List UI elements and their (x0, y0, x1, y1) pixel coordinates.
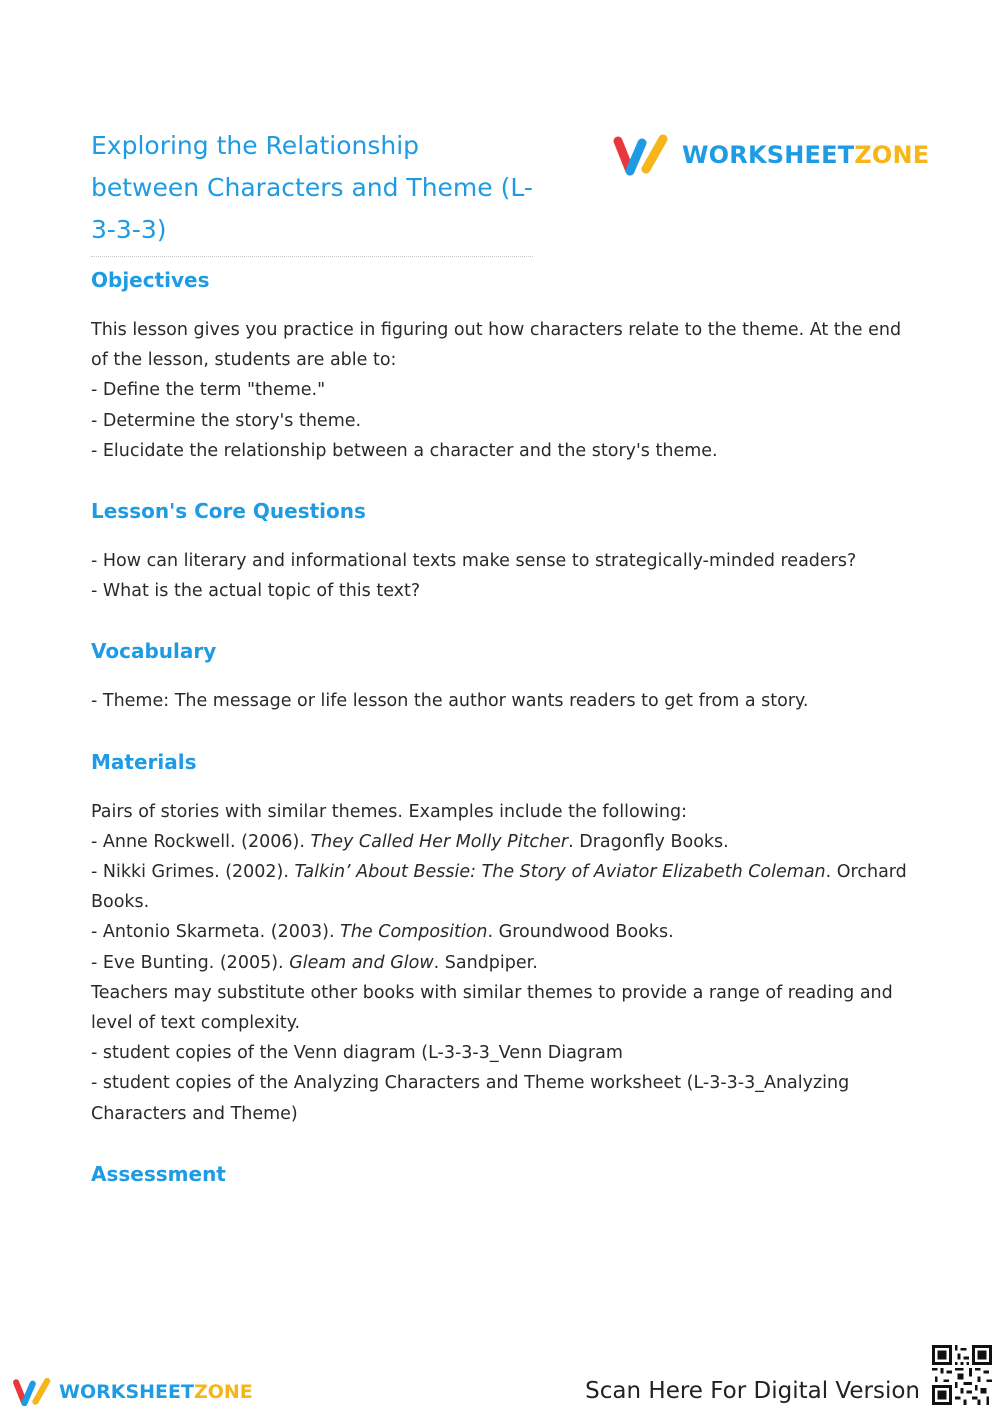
section-title-assessment: Assessment (91, 1161, 226, 1186)
footer-logo (12, 1376, 253, 1408)
scan-caption: Scan Here For Digital Version (585, 1378, 920, 1404)
worksheetzone-logo-icon (12, 1376, 52, 1408)
book-entry: - Eve Bunting. (2005). Gleam and Glow. Sandpiper. (91, 952, 538, 973)
page-title: Exploring the Relationship between Characters and Theme (L-3-3-3) (91, 125, 533, 257)
vocabulary-body (91, 686, 911, 716)
header-brand-text: WORKSHEETZONE (682, 141, 930, 169)
objectives-body (91, 315, 911, 466)
materials-body (91, 797, 911, 1129)
objectives-line: - Elucidate the relationship between a character and the story's theme. (91, 440, 718, 461)
materials-line: - student copies of the Venn diagram (L-3-3-3_Venn Diagram (91, 1043, 623, 1064)
objectives-line: - Determine the story's theme. (91, 410, 362, 431)
lesson-content (91, 262, 911, 1192)
worksheetzone-logo-icon (612, 133, 670, 177)
footer-brand-text: WORKSHEETZONE (59, 1381, 253, 1403)
section-title-materials: Materials (91, 749, 197, 774)
objectives-line: - Define the term "theme." (91, 380, 326, 401)
section-title-objectives: Objectives (91, 268, 210, 292)
book-entry: - Nikki Grimes. (2002). Talkin’ About Bessie: The Story of Aviator Elizabeth Coleman. Orchard Books. (91, 862, 907, 913)
section-title-vocabulary: Vocabulary (91, 639, 217, 664)
book-entry: - Antonio Skarmeta. (2003). The Composition. Groundwood Books. (91, 922, 674, 943)
book-entry: - Anne Rockwell. (2006). They Called Her Molly Pitcher. Dragonfly Books. (91, 831, 729, 852)
section-title-core-questions: Lesson's Core Questions (91, 499, 366, 524)
qr-code-icon[interactable] (932, 1345, 992, 1405)
vocabulary-line: - Theme: The message or life lesson the author wants readers to get from a story. (91, 691, 809, 712)
core-questions-body (91, 546, 911, 606)
objectives-line: This lesson gives you practice in figuring out how characters relate to the theme. At the end of the lesson, students are able to: (91, 320, 902, 371)
materials-intro: Pairs of stories with similar themes. Examples include the following: (91, 801, 687, 822)
core-question-line: - How can literary and informational texts make sense to strategically-minded readers? (91, 551, 857, 572)
materials-line: - student copies of the Analyzing Characters and Theme worksheet (L-3-3-3_Analyzing Characters and Theme) (91, 1073, 850, 1124)
core-question-line: - What is the actual topic of this text? (91, 581, 421, 602)
materials-line: Teachers may substitute other books with similar themes to provide a range of reading and level of text complexity. (91, 982, 893, 1034)
header-logo (612, 133, 929, 177)
